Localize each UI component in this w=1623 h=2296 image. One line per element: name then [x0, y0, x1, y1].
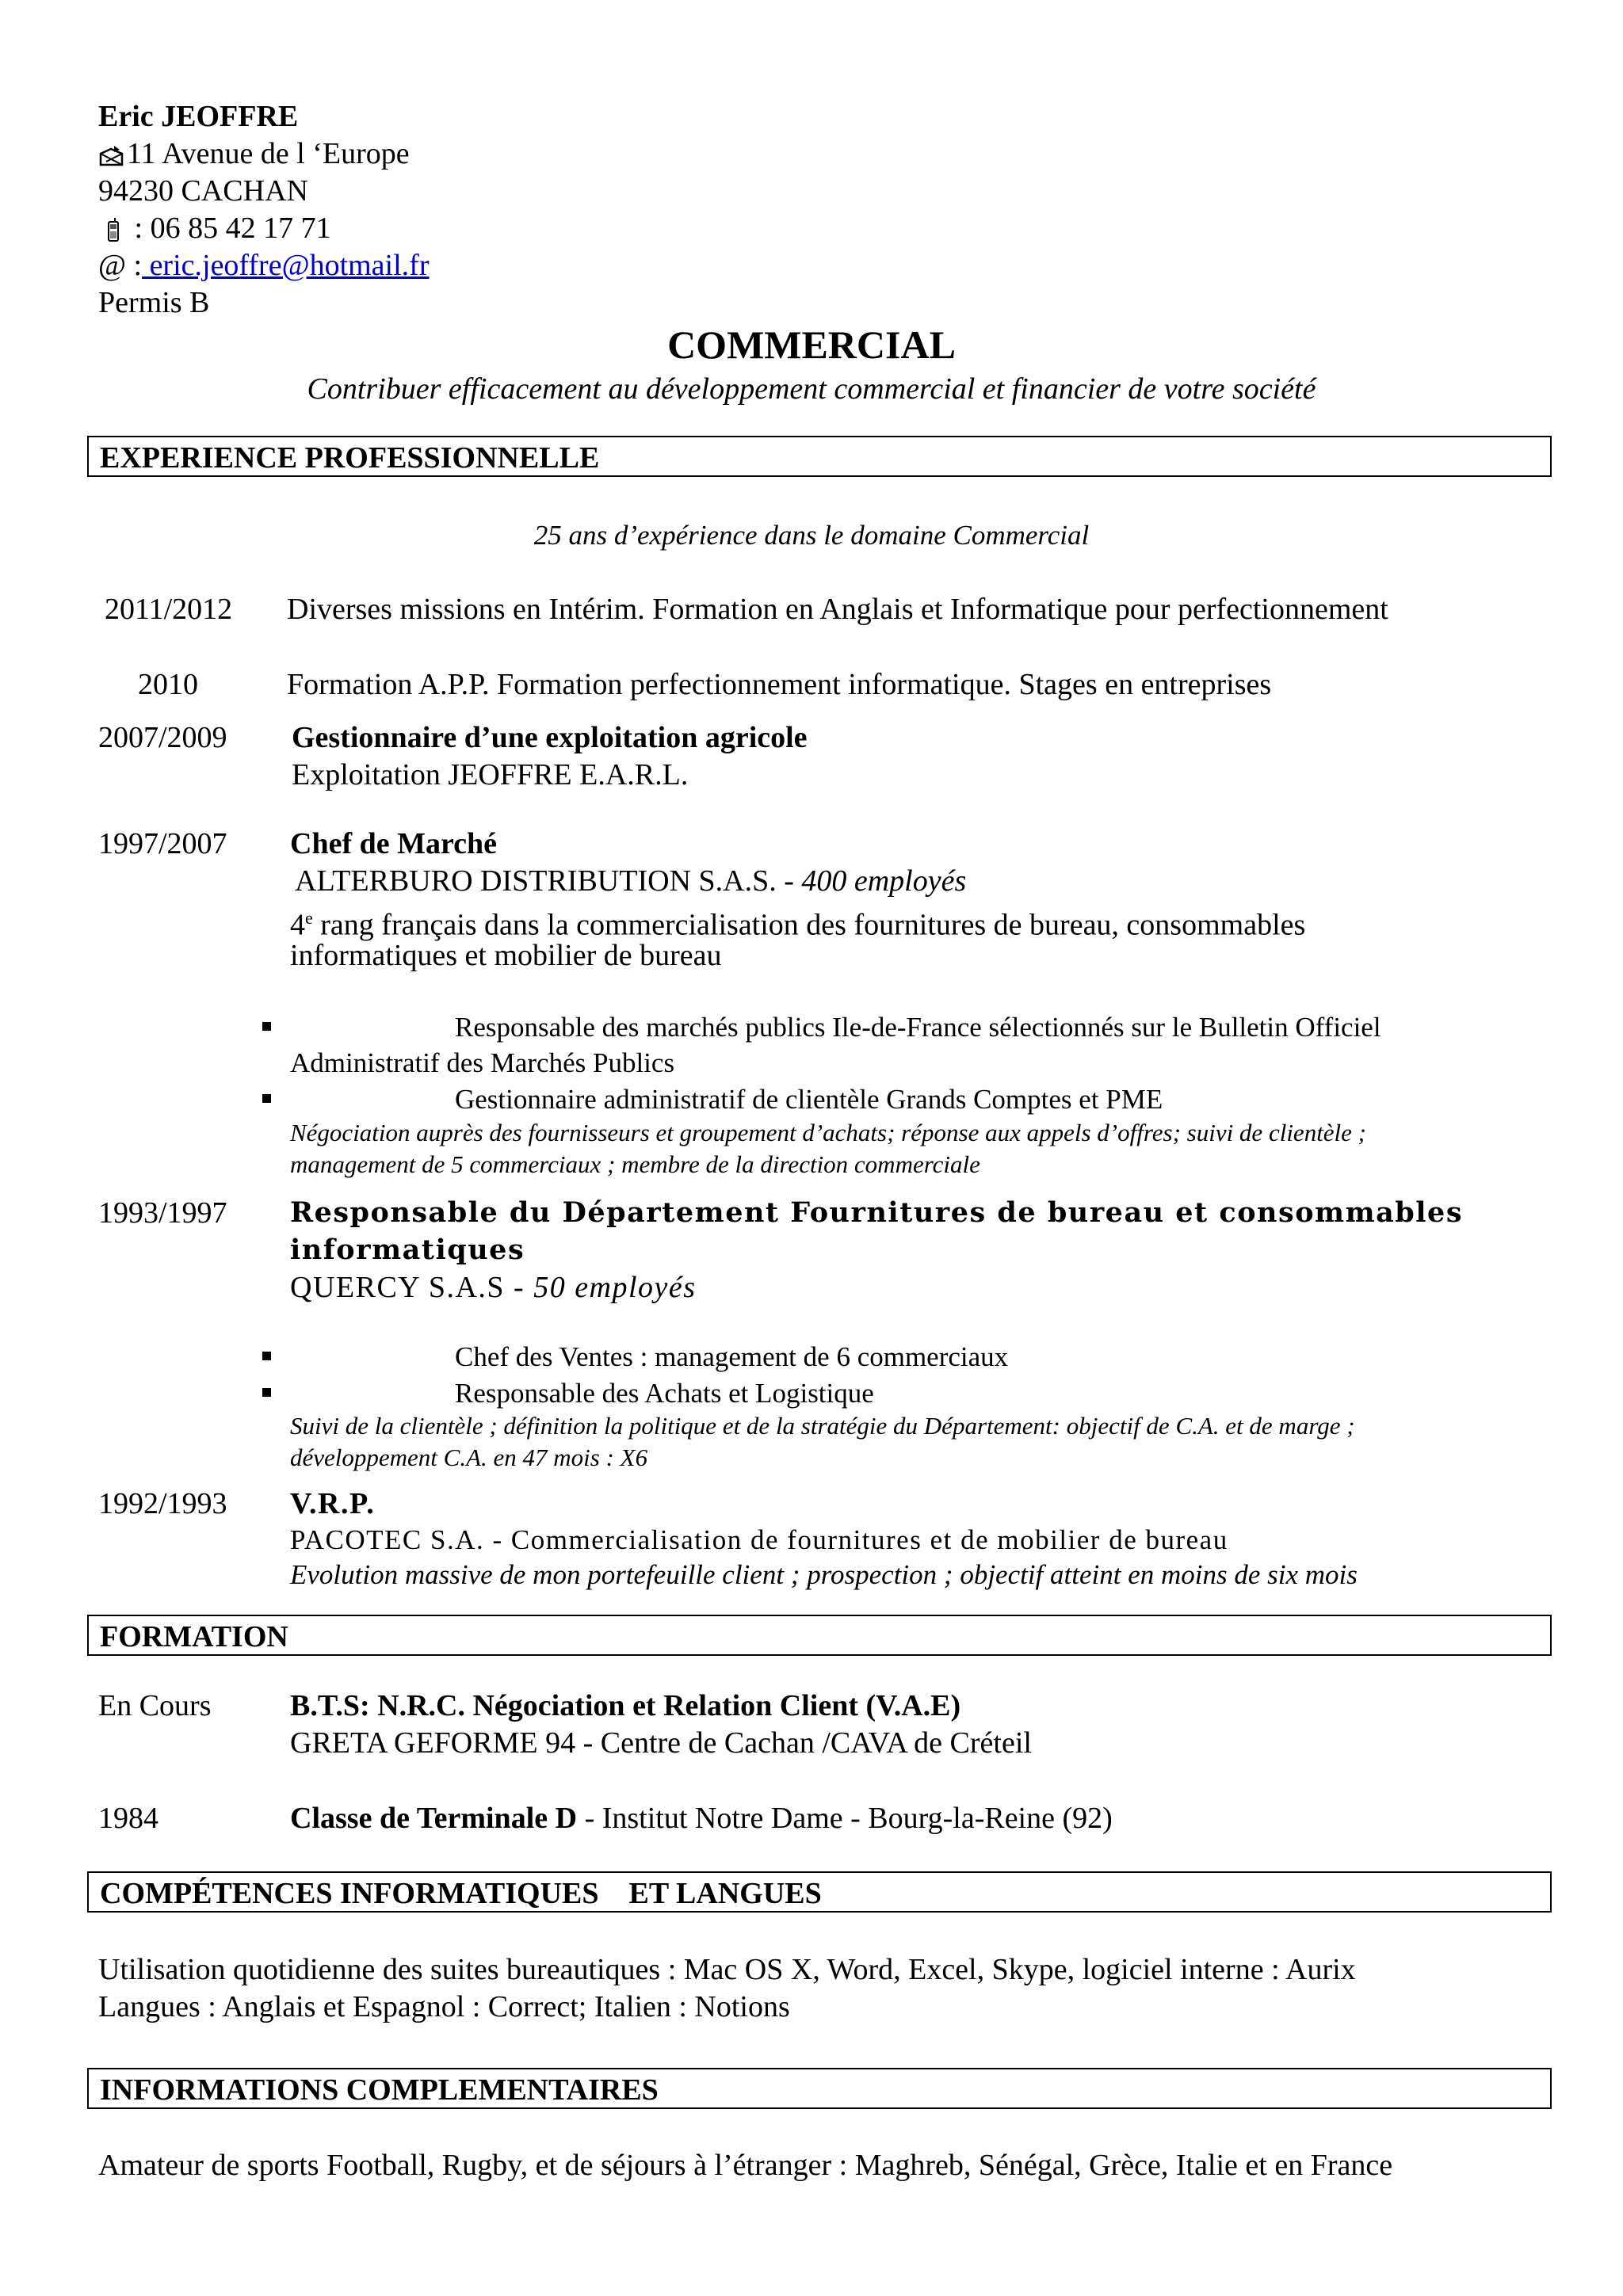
formation-1-year: En Cours [98, 1689, 212, 1722]
formation-2-year: 1984 [98, 1802, 158, 1835]
experience-summary: 25 ans d’expérience dans le domaine Commercial [533, 520, 1090, 551]
section-experience-title: EXPERIENCE PROFESSIONNELLE [100, 441, 600, 475]
bullet-marker [262, 1388, 271, 1397]
exp-1997-detail-2: management de 5 commerciaux ; membre de la direction commerciale [290, 1150, 980, 1178]
section-formation-header [87, 1615, 1552, 1656]
exp-1997-company-line [295, 863, 966, 899]
section-experience-header [87, 436, 1552, 477]
exp-2007-year: 2007/2009 [98, 721, 227, 754]
exp-1997-rank-text: rang français dans la commercialisation des fournitures de bureau, consommables [312, 908, 1306, 942]
exp-2011-text: Diverses missions en Intérim. Formation en Anglais et Informatique pour perfectionnement [287, 593, 1388, 626]
exp-1997-bullet-2: Gestionnaire administratif de clientèle Grands Comptes et PME [455, 1084, 1163, 1115]
exp-1997-employees: 400 employés [801, 864, 967, 898]
formation-1-school: GRETA GEFORME 94 - Centre de Cachan /CAVA de Créteil [290, 1726, 1032, 1760]
exp-1997-detail-1: Négociation auprès des fournisseurs et groupement d’achats; réponse aux appels d’offres; suivi de clientèle ; [290, 1119, 1367, 1146]
exp-1992-detail: Evolution massive de mon portefeuille client ; prospection ; objectif atteint en moins de six mois [290, 1559, 1358, 1590]
section-info-header [87, 2068, 1552, 2109]
section-formation-title: FORMATION [100, 1620, 288, 1653]
exp-1997-role: Chef de Marché [290, 827, 498, 860]
exp-1997-rank-sup: e [305, 908, 313, 928]
address-street: 11 Avenue de l ‘Europe [127, 137, 410, 170]
email-link[interactable]: eric.jeoffre@hotmail.fr [142, 249, 430, 282]
exp-1992-role: V.R.P. [290, 1487, 376, 1520]
info-hobbies: Amateur de sports Football, Rugby, et de séjours à l’étranger : Maghreb, Sénégal, Grèce, Italie et en France [98, 2149, 1393, 2182]
job-subtitle: Contribuer efficacement au développement commercial et financier de votre société [307, 372, 1316, 406]
exp-1993-bullet-2: Responsable des Achats et Logistique [455, 1378, 874, 1409]
exp-1992-company: PACOTEC S.A. - Commercialisation de fournitures et de mobilier de bureau [290, 1524, 1228, 1555]
exp-1993-company: QUERCY S.A.S - [290, 1271, 534, 1304]
bullet-marker [262, 1022, 271, 1031]
mailbox-icon [98, 144, 125, 168]
exp-1993-role-2: informatiques [290, 1234, 525, 1266]
exp-2007-role: Gestionnaire d’une exploitation agricole [292, 721, 808, 754]
formation-2-title: Classe de Terminale D [290, 1802, 578, 1835]
exp-1997-bullet-1-cont: Administratif des Marchés Publics [290, 1047, 675, 1078]
mobile-phone-icon [103, 217, 124, 244]
exp-1993-detail-1: Suivi de la clientèle ; définition la politique et de la stratégie du Département: objectif de C.A. et de marge ; [290, 1412, 1355, 1440]
bullet-marker [262, 1352, 271, 1360]
exp-2011-year: 2011/2012 [105, 593, 233, 626]
email-prefix: @ : [98, 249, 143, 282]
phone-line [98, 210, 331, 246]
section-skills-title: COMPÉTENCES INFORMATIQUES ET LANGUES [100, 1877, 822, 1910]
exp-1997-rank-cont: informatiques et mobilier de bureau [290, 939, 722, 972]
formation-1-title: B.T.S: N.R.C. Négociation et Relation Client (V.A.E) [290, 1689, 961, 1722]
formation-2-school: - Institut Notre Dame - Bourg-la-Reine (92) [577, 1802, 1113, 1835]
skills-languages: Langues : Anglais et Espagnol : Correct; Italien : Notions [98, 1990, 790, 2023]
skills-software: Utilisation quotidienne des suites bureautiques : Mac OS X, Word, Excel, Skype, logiciel interne : Aurix [98, 1953, 1356, 1986]
section-skills-header [87, 1871, 1552, 1913]
formation-2-line [290, 1800, 1113, 1836]
exp-1993-employees: 50 employés [533, 1271, 697, 1304]
exp-1997-bullet-1: Responsable des marchés publics Ile-de-France sélectionnés sur le Bulletin Officiel [455, 1012, 1381, 1043]
exp-1993-bullet-1: Chef des Ventes : management de 6 commerciaux [455, 1341, 1009, 1372]
driving-license: Permis B [98, 286, 210, 319]
address-line-2: 94230 CACHAN [98, 174, 308, 208]
phone-number: 06 85 42 17 71 [150, 212, 331, 245]
address-line-1 [98, 135, 410, 172]
exp-1992-year: 1992/1993 [98, 1487, 227, 1520]
exp-2010-year: 2010 [138, 668, 198, 701]
job-title: COMMERCIAL [667, 322, 956, 367]
exp-2010-text: Formation A.P.P. Formation perfectionnement informatique. Stages en entreprises [287, 668, 1272, 701]
exp-2007-company: Exploitation JEOFFRE E.A.R.L. [292, 758, 689, 791]
exp-1997-year: 1997/2007 [98, 827, 227, 860]
exp-1997-company: ALTERBURO DISTRIBUTION S.A.S. - [295, 864, 802, 898]
exp-1997-rank-num: 4 [290, 908, 305, 942]
email-line [98, 247, 429, 284]
bullet-marker [262, 1094, 271, 1103]
phone-prefix: : [127, 212, 151, 245]
exp-1993-year: 1993/1997 [98, 1196, 227, 1230]
exp-1993-detail-2: développement C.A. en 47 mois : X6 [290, 1444, 648, 1471]
section-info-title: INFORMATIONS COMPLEMENTAIRES [100, 2073, 659, 2107]
exp-1993-company-line [290, 1269, 697, 1306]
candidate-name: Eric JEOFFRE [98, 100, 299, 133]
exp-1993-role-1: Responsable du Département Fournitures de bureau et consommables [290, 1196, 1464, 1229]
